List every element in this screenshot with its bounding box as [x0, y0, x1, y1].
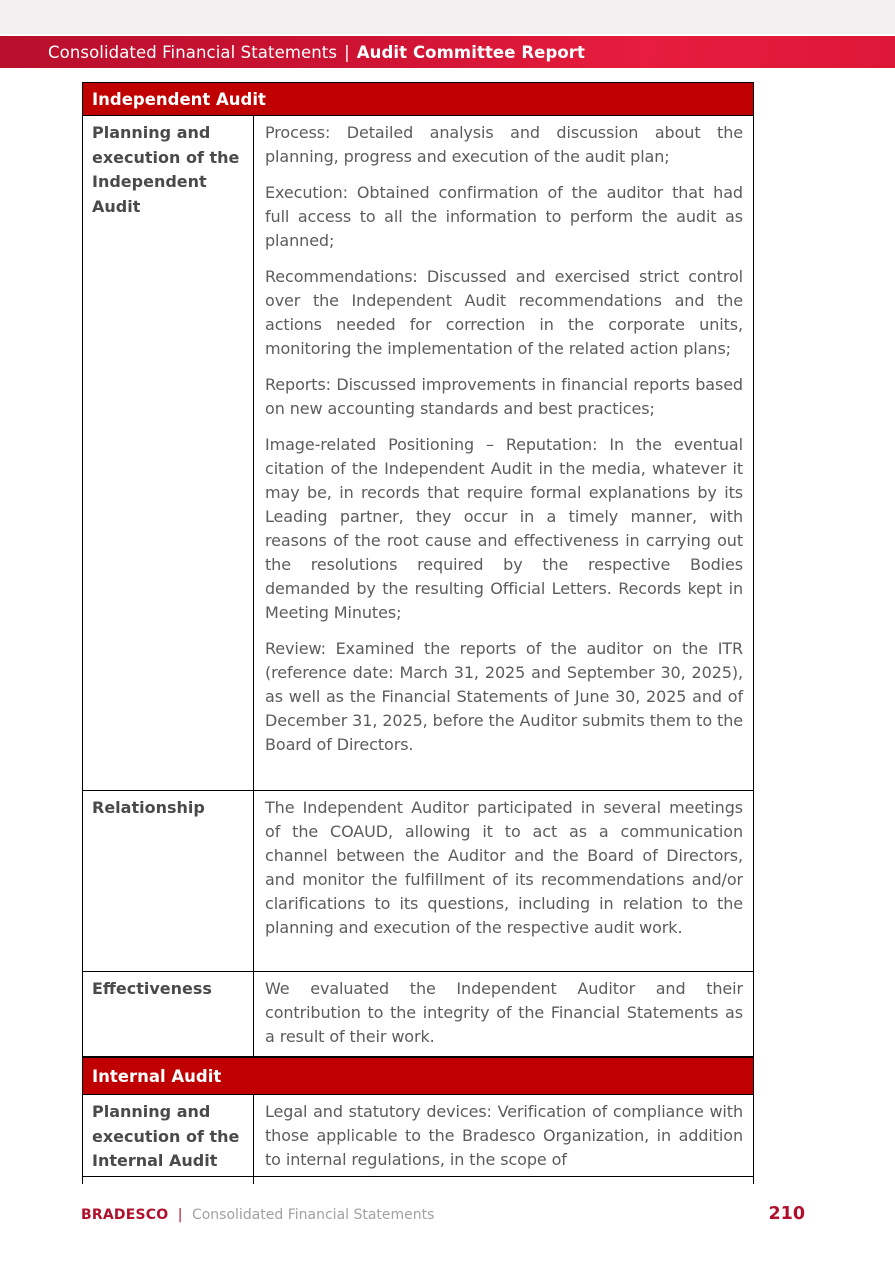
section-header-internal-audit [82, 1057, 754, 1095]
table-row [82, 1095, 754, 1177]
row-label: Relationship [83, 791, 254, 971]
section-title: Independent Audit [92, 89, 266, 109]
row-content [254, 1177, 753, 1184]
row-content [254, 791, 753, 971]
row-content [254, 972, 753, 1056]
table-row [82, 972, 754, 1057]
footer-document-title: Consolidated Financial Statements [191, 1207, 435, 1223]
section-title: Internal Audit [92, 1066, 222, 1086]
paragraph: Legal and statutory devices: Verification of compliance with those applicable to the Bradesco Organization, in addition to internal regulations, in the scope of [265, 1102, 743, 1169]
audit-committee-table [82, 82, 754, 1184]
paragraph: Recommendations: Discussed and exercised strict control over the Independent Audit recommendations and the actions needed for correction in the corporate units, monitoring the implementation of the related action plans; [265, 267, 743, 358]
row-label: Effectiveness [83, 972, 254, 1056]
paragraph: Reports: Discussed improvements in financial reports based on new accounting standards and best practices; [265, 375, 743, 418]
clipped-row-continuation [82, 1177, 754, 1184]
page-number: 210 [768, 1204, 805, 1224]
paragraph: We evaluated the Independent Auditor and their contribution to the integrity of the Financial Statements as a result of their work. [265, 979, 743, 1046]
header-section-title: Consolidated Financial Statements [48, 42, 338, 62]
page-footer [81, 1207, 434, 1223]
paragraph: Image-related Positioning – Reputation: In the eventual citation of the Independent Audit in the media, whatever it may be, in records that require formal explanations by its Leading partner, they occur in a timely manner, with reasons of the root cause and effectiveness in carrying out the resolutions required by the respective Bodies demanded by the resulting Official Letters. Records kept in Meeting Minutes; [265, 435, 743, 622]
row-label: Planning and execution of the Independent Audit [83, 116, 254, 790]
row-label [83, 1177, 254, 1184]
brand-name: BRADESCO [81, 1207, 169, 1223]
table-row [82, 116, 754, 791]
header-report-title: Audit Committee Report [356, 42, 586, 62]
top-gray-strip [0, 0, 895, 34]
row-content [254, 1095, 753, 1176]
table-row [82, 791, 754, 972]
row-label: Planning and execution of the Internal Audit [83, 1095, 254, 1176]
paragraph: Execution: Obtained confirmation of the auditor that had full access to all the information to perform the audit as planned; [265, 183, 743, 250]
footer-separator: | [177, 1207, 183, 1223]
section-header-independent-audit [82, 82, 754, 116]
header-separator: | [344, 42, 350, 62]
paragraph: Process: Detailed analysis and discussion about the planning, progress and execution of the audit plan; [265, 123, 743, 166]
row-content [254, 116, 753, 790]
paragraph: The Independent Auditor participated in several meetings of the COAUD, allowing it to act as a communication channel between the Auditor and the Board of Directors, and monitor the fulfillment of its recommendations and/or clarifications to its questions, including in relation to the planning and execution of the respective audit work. [265, 798, 743, 937]
page-header-banner [0, 36, 895, 68]
paragraph: Review: Examined the reports of the auditor on the ITR (reference date: March 31, 2025 and September 30, 2025), as well as the Financial Statements of June 30, 2025 and of December 31, 2025, before the Auditor submits them to the Board of Directors. [265, 639, 743, 754]
